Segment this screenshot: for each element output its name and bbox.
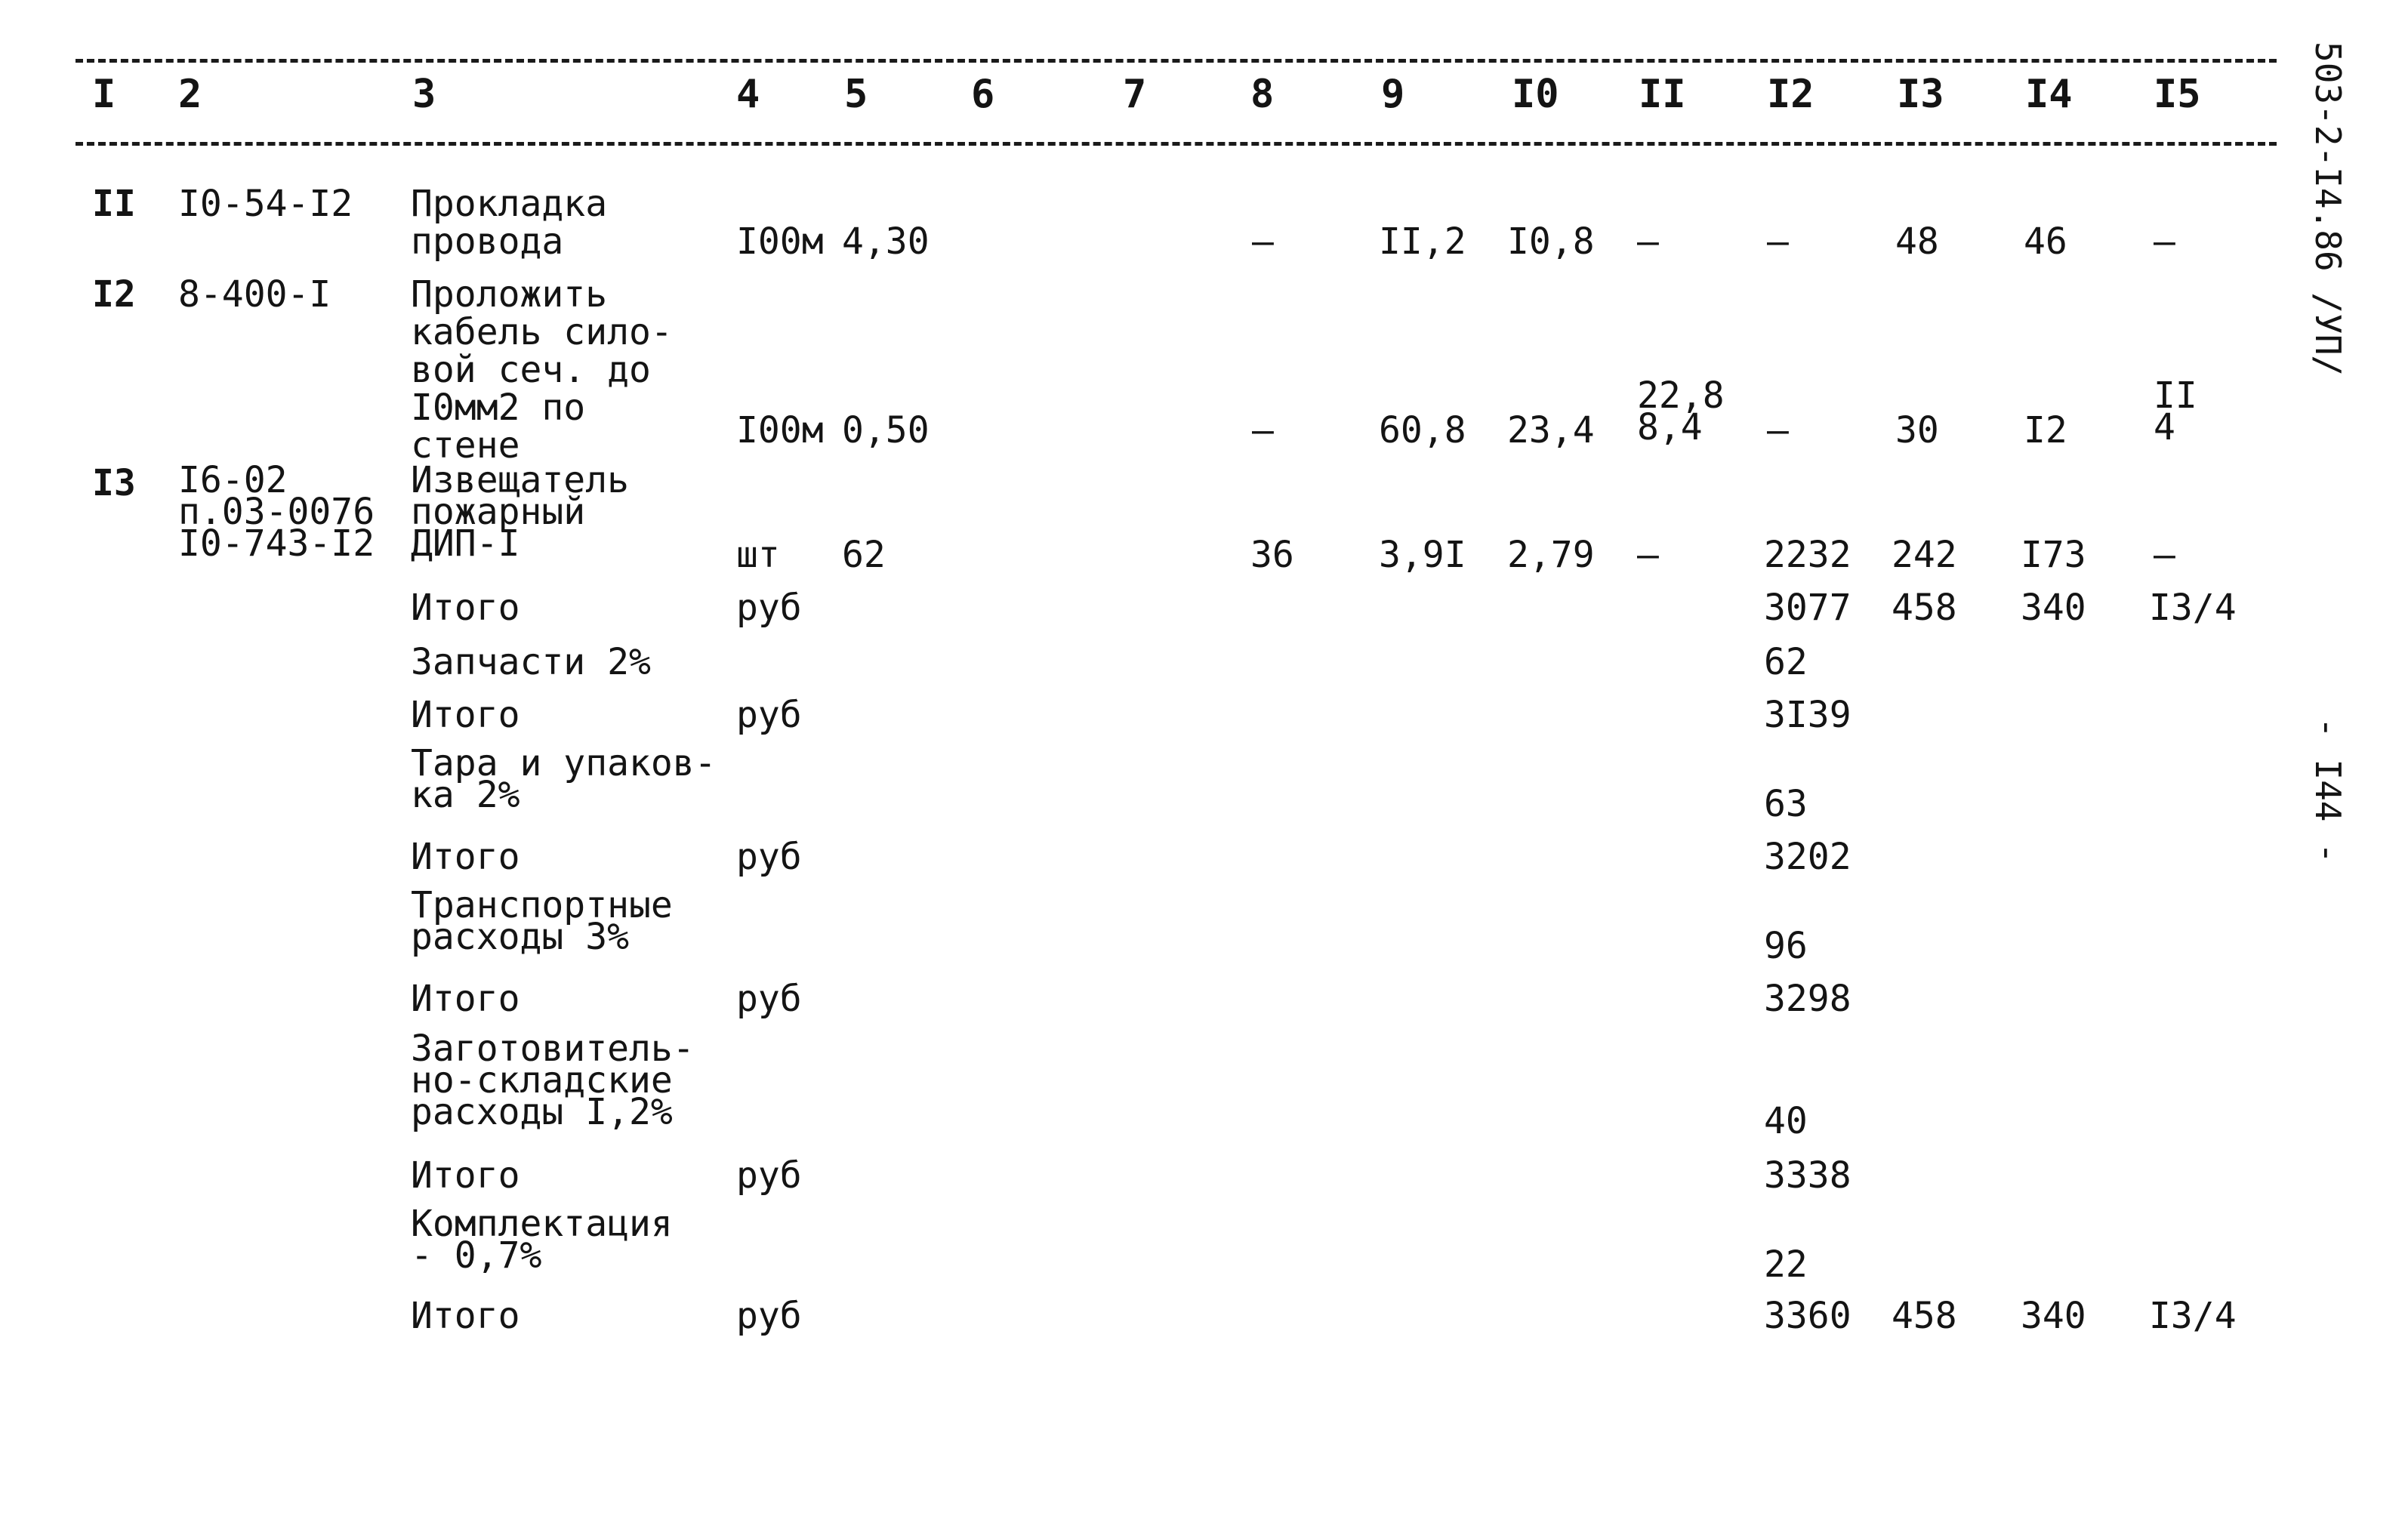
row-c9: II,2 <box>1379 220 1466 263</box>
row-c5: 0,50 <box>842 409 930 451</box>
total-label: Запчасти 2% <box>411 641 651 683</box>
total-c12: 3298 <box>1764 978 1851 1020</box>
total-unit: руб <box>736 1295 802 1337</box>
total-label: Итого <box>411 978 520 1020</box>
row-number: I3 <box>92 462 136 504</box>
row-c10: 23,4 <box>1507 409 1595 451</box>
total-label: Транспортные расходы 3% <box>411 884 673 958</box>
total-c12: 40 <box>1764 1100 1808 1142</box>
row-code: 8-400-I <box>178 273 331 316</box>
total-label: Заготовитель- но-складские расходы I,2% <box>411 1028 695 1133</box>
col-header-10: I0 <box>1512 72 1559 117</box>
total-c12: 3077 <box>1764 587 1851 629</box>
row-c9: 3,9I <box>1379 534 1466 576</box>
row-c8: – <box>1252 409 1274 451</box>
row-c9: 60,8 <box>1379 409 1466 451</box>
total-c13: 458 <box>1892 587 1957 629</box>
row-unit: шт <box>736 534 780 576</box>
total-label: Итого <box>411 587 520 629</box>
total-c14: 340 <box>2021 587 2086 629</box>
total-unit: руб <box>736 978 802 1020</box>
total-c12: 62 <box>1764 641 1808 683</box>
row-c14: I2 <box>2024 409 2067 451</box>
total-c12: 22 <box>1764 1243 1808 1286</box>
total-c13: 458 <box>1892 1295 1957 1337</box>
row-c12: – <box>1767 409 1789 451</box>
col-header-1: I <box>92 72 116 117</box>
row-c10: I0,8 <box>1507 220 1595 263</box>
row-c12: 2232 <box>1764 534 1851 576</box>
row-unit: I00м <box>736 220 824 263</box>
row-c13: 30 <box>1895 409 1939 451</box>
total-c15: I3/4 <box>2149 1295 2237 1337</box>
col-header-13: I3 <box>1897 72 1944 117</box>
col-header-15: I5 <box>2154 72 2201 117</box>
col-header-7: 7 <box>1123 72 1147 117</box>
header-bottom-rule <box>76 142 2277 146</box>
row-c15: – <box>2154 534 2175 576</box>
row-c15: – <box>2154 220 2175 263</box>
row-name: Прокладка провода <box>411 183 608 263</box>
row-c13: 242 <box>1892 534 1957 576</box>
total-c12: 96 <box>1764 925 1808 967</box>
total-label: Итого <box>411 836 520 878</box>
header-top-rule <box>76 59 2277 63</box>
col-header-11: II <box>1639 72 1686 117</box>
total-label: Тара и упаков- ка 2% <box>411 742 717 816</box>
row-c11: 22,8 8,4 <box>1637 374 1725 448</box>
col-header-14: I4 <box>2025 72 2073 117</box>
total-c12: 3202 <box>1764 836 1851 878</box>
total-unit: руб <box>736 1154 802 1197</box>
col-header-4: 4 <box>736 72 760 117</box>
col-header-9: 9 <box>1381 72 1405 117</box>
total-c12: 3I39 <box>1764 694 1851 736</box>
row-c8: 36 <box>1250 534 1294 576</box>
col-header-2: 2 <box>178 72 202 117</box>
row-unit: I00м <box>736 409 824 451</box>
row-c15: II 4 <box>2154 374 2197 448</box>
col-header-8: 8 <box>1250 72 1275 117</box>
row-code: I6-02 п.03-0076 I0-743-I2 <box>178 459 375 565</box>
total-c12: 63 <box>1764 783 1808 825</box>
row-c14: I73 <box>2021 534 2086 576</box>
total-unit: руб <box>736 587 802 629</box>
total-label: Итого <box>411 1154 520 1197</box>
row-name: Проложить кабель сило- вой сеч. до I0мм2 по стене <box>411 273 673 467</box>
total-label: Итого <box>411 1295 520 1337</box>
row-c10: 2,79 <box>1507 534 1595 576</box>
row-number: I2 <box>92 273 136 316</box>
total-c12: 3360 <box>1764 1295 1851 1337</box>
total-label: Комплектация - 0,7% <box>411 1203 673 1277</box>
row-c11: – <box>1637 534 1659 576</box>
col-header-5: 5 <box>844 72 868 117</box>
row-c12: – <box>1767 220 1789 263</box>
row-c5: 4,30 <box>842 220 930 263</box>
col-header-3: 3 <box>412 72 436 117</box>
document-code: 503-2-I4.86 /УП/ <box>2308 42 2348 377</box>
total-label: Итого <box>411 694 520 736</box>
total-unit: руб <box>736 694 802 736</box>
row-c5: 62 <box>842 534 886 576</box>
row-c8: – <box>1252 220 1274 263</box>
row-number: II <box>92 183 136 225</box>
total-c15: I3/4 <box>2149 587 2237 629</box>
col-header-6: 6 <box>971 72 995 117</box>
page-number: - I44 - <box>2308 717 2348 864</box>
col-header-12: I2 <box>1767 72 1814 117</box>
row-c11: – <box>1637 220 1659 263</box>
total-unit: руб <box>736 836 802 878</box>
row-name: Извещатель пожарный ДИП-I <box>411 459 629 565</box>
row-c14: 46 <box>2024 220 2067 263</box>
total-c14: 340 <box>2021 1295 2086 1337</box>
row-code: I0-54-I2 <box>178 183 353 225</box>
total-c12: 3338 <box>1764 1154 1851 1197</box>
row-c13: 48 <box>1895 220 1939 263</box>
